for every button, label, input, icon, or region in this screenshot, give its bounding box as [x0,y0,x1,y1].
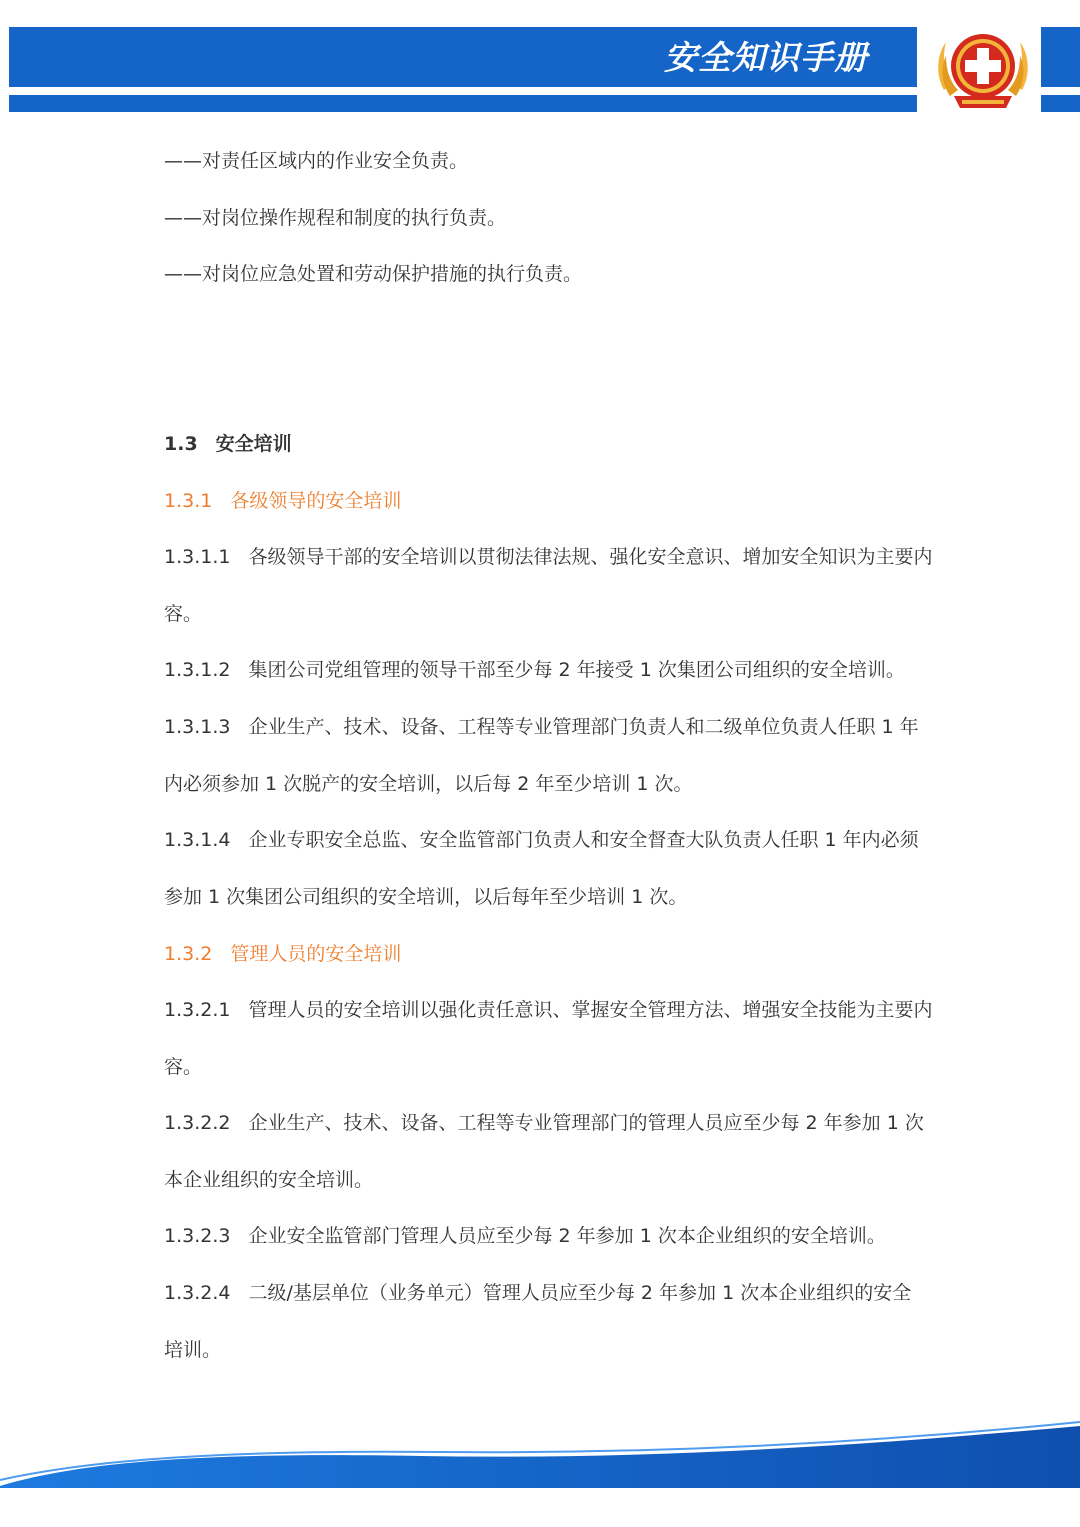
clause-text: 管理人员的安全培训以强化责任意识、掌握安全管理方法、增强安全技能为主要内 [248,999,933,1021]
header-right-bar-bottom [1041,95,1080,112]
duty-item-1: ——对责任区域内的作业安全负责。 [164,150,469,172]
clause-text: 企业专职安全总监、安全监管部门负责人和安全督查大队负责人任职 1 年内必须 [248,829,919,851]
paragraph-line [164,542,933,572]
clause-text: 二级/基层单位（业务单元）管理人员应至少每 2 年参加 1 次本企业组织的安全 [248,1282,912,1304]
subsection-heading-2 [164,939,401,969]
manual-title: 安全知识手册 [664,38,868,77]
paragraph-line [164,1108,924,1138]
paragraph-line [164,712,919,742]
clause-number: 1.3.2.1 [164,999,231,1021]
page-header [0,0,1080,130]
duty-item-2: ——对岗位操作规程和制度的执行负责。 [164,207,507,229]
paragraph-line [164,655,905,685]
clause-number: 1.3.2.2 [164,1112,231,1134]
header-bottom-bar [9,95,917,112]
safety-emblem-icon [928,18,1038,118]
paragraph-line: 容。 [164,603,203,625]
paragraph-line: 本企业组织的安全培训。 [164,1169,374,1191]
duty-item-3: ——对岗位应急处置和劳动保护措施的执行负责。 [164,263,583,285]
paragraph-line [164,1278,911,1308]
section-heading [164,429,292,459]
clause-number: 1.3.1.2 [164,659,231,681]
paragraph-line [164,825,919,855]
clause-number: 1.3.1.4 [164,829,231,851]
section-number: 1.3 [164,433,198,455]
paragraph-line [164,1221,886,1251]
subsection-number: 1.3.2 [164,943,213,965]
header-right-bar-top [1041,27,1080,87]
paragraph-line [164,995,933,1025]
subsection-number: 1.3.1 [164,490,213,512]
clause-text: 企业生产、技术、设备、工程等专业管理部门负责人和二级单位负责人任职 1 年 [248,716,919,738]
clause-number: 1.3.2.4 [164,1282,231,1304]
paragraph-line: 内必须参加 1 次脱产的安全培训，以后每 2 年至少培训 1 次。 [164,773,693,795]
paragraph-line: 参加 1 次集团公司组织的安全培训，以后每年至少培训 1 次。 [164,886,688,908]
subsection-title: 各级领导的安全培训 [230,490,402,512]
clause-number: 1.3.1.3 [164,716,231,738]
clause-text: 企业生产、技术、设备、工程等专业管理部门的管理人员应至少每 2 年参加 1 次 [248,1112,924,1134]
footer-wave-decoration [0,1420,1080,1527]
paragraph-line: 培训。 [164,1339,222,1361]
paragraph-line: 容。 [164,1056,203,1078]
section-title: 安全培训 [215,433,292,455]
clause-text: 企业安全监管部门管理人员应至少每 2 年参加 1 次本企业组织的安全培训。 [248,1225,886,1247]
clause-number: 1.3.1.1 [164,546,231,568]
subsection-heading-1 [164,486,401,516]
clause-text: 集团公司党组管理的领导干部至少每 2 年接受 1 次集团公司组织的安全培训。 [248,659,905,681]
subsection-title: 管理人员的安全培训 [230,943,402,965]
clause-text: 各级领导干部的安全培训以贯彻法律法规、强化安全意识、增加安全知识为主要内 [248,546,933,568]
clause-number: 1.3.2.3 [164,1225,231,1247]
